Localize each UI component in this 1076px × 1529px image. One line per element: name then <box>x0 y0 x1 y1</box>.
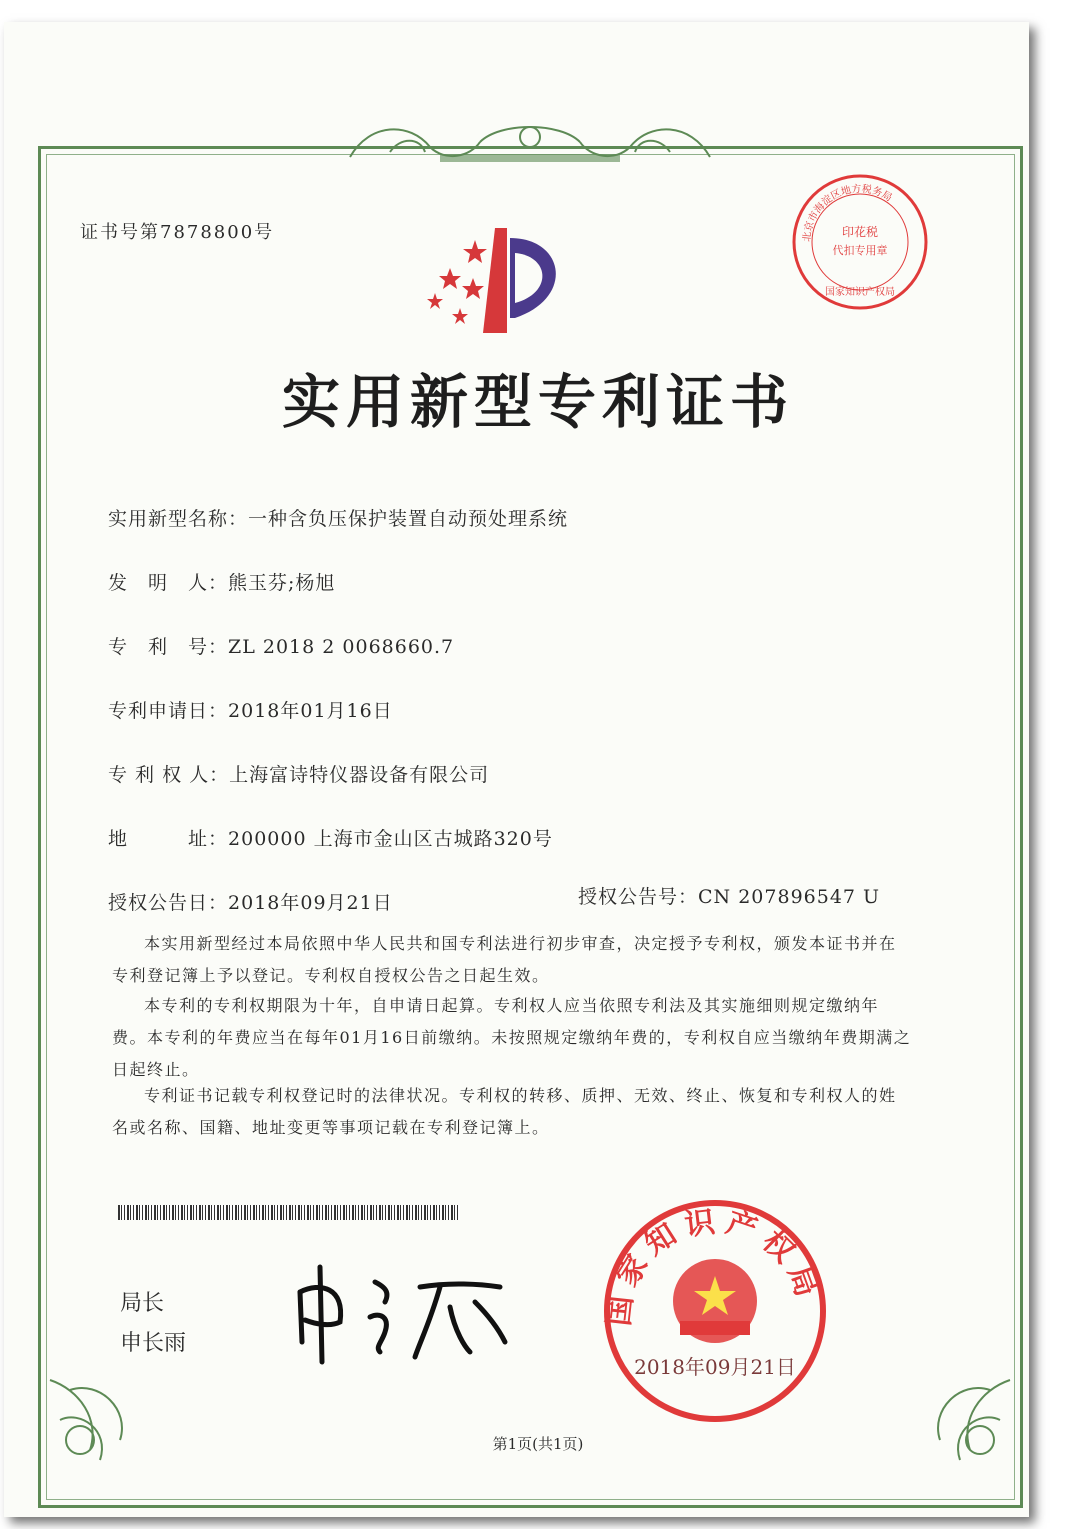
field-address <box>108 824 553 851</box>
field-label: 专 利 权 人： <box>108 764 230 786</box>
seal-date: 2018年09月21日 <box>634 1355 796 1379</box>
field-value: 一种含负压保护装置自动预处理系统 <box>248 508 569 530</box>
tax-stamp-center-2: 代扣专用章 <box>832 244 888 257</box>
field-value: CN 207896547 U <box>698 886 881 908</box>
certificate-number: 证书号第7878800号 <box>80 222 275 243</box>
page-number: 第1页(共1页) <box>492 1435 584 1453</box>
field-label: 授权公告号： <box>578 886 699 908</box>
field-application-date <box>108 696 393 723</box>
field-patent-number <box>108 632 454 659</box>
field-patentee <box>108 760 489 787</box>
field-value: 200000 上海市金山区古城路320号 <box>228 828 553 850</box>
official-seal <box>600 1196 830 1426</box>
field-label: 授权公告日： <box>108 892 229 914</box>
director-signature <box>290 1262 520 1372</box>
field-value: ZL 2018 2 0068660.7 <box>228 636 455 658</box>
top-ornament <box>330 112 730 172</box>
field-label: 发 明 人： <box>108 572 229 594</box>
field-label: 专利申请日： <box>108 700 229 722</box>
field-label: 专 利 号： <box>108 636 229 658</box>
field-value: 上海富诗特仪器设备有限公司 <box>229 764 490 786</box>
director-name: 申长雨 <box>120 1331 187 1356</box>
field-inventor <box>108 568 335 595</box>
barcode <box>118 1205 460 1220</box>
tax-stamp-ring-text: 北京市海淀区地方税务局 <box>801 183 894 243</box>
official-seal-text: 国家知识产权局 <box>601 1203 827 1328</box>
tax-stamp-bottom: 国家知识产权局 <box>825 287 895 298</box>
field-label: 实用新型名称： <box>108 508 249 530</box>
patent-office-logo-icon <box>415 218 585 338</box>
field-utility-model-name <box>108 504 568 531</box>
paragraph: 本专利的专利权期限为十年，自申请日起算。专利权人应当依照专利法及其实施细则规定缴纳年费。本专利的年费应当在每年01月16日前缴纳。未按照规定缴纳年费的，专利权自应当缴纳年费期满之日起终止。 <box>112 996 912 1079</box>
field-value: 熊玉芬;杨旭 <box>228 572 336 594</box>
field-grant-date <box>108 888 393 915</box>
field-label: 地 址： <box>108 828 229 850</box>
paragraph: 专利证书记载专利权登记时的法律状况。专利权的转移、质押、无效、终止、恢复和专利权人的姓名或名称、国籍、地址变更等事项记载在专利登记簿上。 <box>112 1086 897 1137</box>
paragraph: 本实用新型经过本局依照中华人民共和国专利法进行初步审查，决定授予专利权，颁发本证书并在专利登记簿上予以登记。专利权自授权公告之日起生效。 <box>112 934 897 985</box>
field-value: 2018年01月16日 <box>228 700 393 722</box>
tax-stamp-center-1: 印花税 <box>841 225 879 239</box>
certificate-title: 实用新型专利证书 <box>281 368 794 436</box>
field-grant-number <box>578 882 880 909</box>
tax-stamp <box>788 170 933 315</box>
director-title: 局长 <box>120 1291 165 1316</box>
field-value: 2018年09月21日 <box>228 892 393 914</box>
